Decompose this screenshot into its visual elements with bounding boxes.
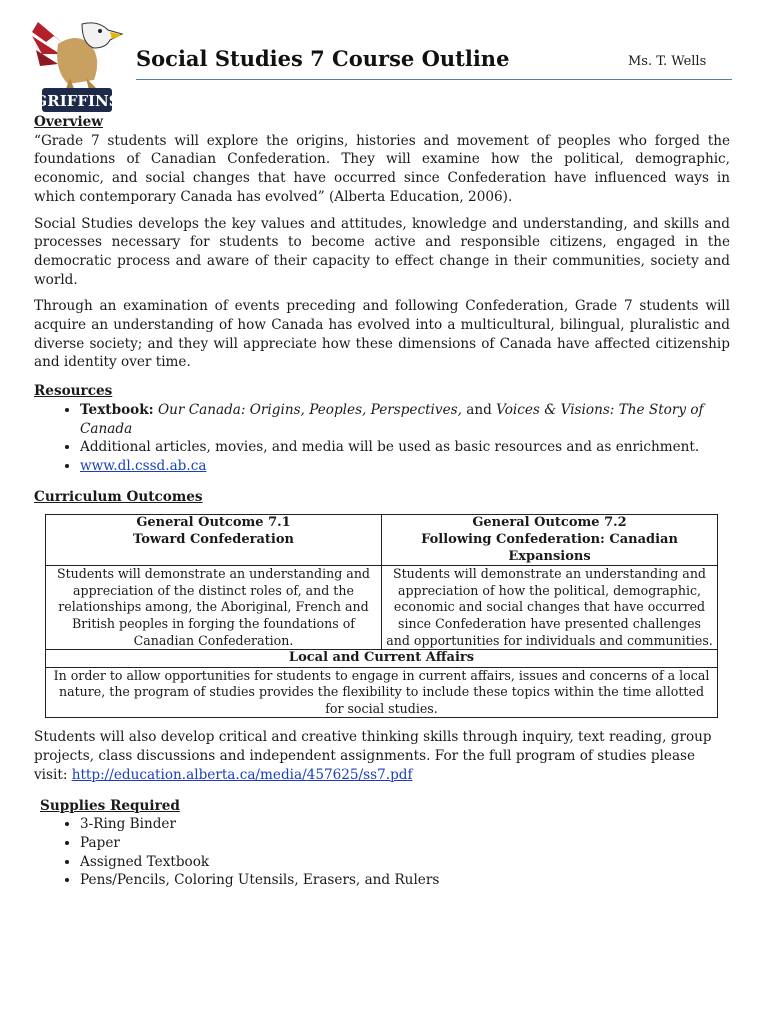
program-text: Students will also develop critical and creative thinking skills through inquiry, text reading, group projects, class discussions and independent assignments. For the full program of studies please visit:	[34, 729, 712, 783]
list-item: • Paper	[80, 834, 730, 853]
textbook-title-1: Our Canada: Origins, Peoples, Perspectives,	[158, 401, 462, 418]
teacher-name: Ms. T. Wells	[628, 54, 707, 69]
overview-paragraph-1: “Grade 7 students will explore the origins, histories and movement of peoples who forged the foundations of Canadian Confederation. They will examine how the political, demographic, economic, and social changes that have occurred since Confederation have influenced ways in which contemporary Canada has evolved” (Alberta Education, 2006).	[34, 132, 730, 205]
list-item: • Pens/Pencils, Coloring Utensils, Erasers, and Rulers	[80, 871, 730, 890]
griffin-mascot-icon	[24, 14, 128, 114]
outcome-7-2-body: Students will demonstrate an understanding and appreciation of how the political, demographic, economic and social changes that have occurred since Confederation have presented challenges and opportunities for individuals and communities.	[382, 566, 718, 650]
program-paragraph	[34, 728, 730, 784]
local-affairs-header: Local and Current Affairs	[46, 650, 718, 668]
overview-heading: Overview	[34, 114, 103, 130]
page-title: Social Studies 7 Course Outline	[136, 46, 510, 71]
textbook-and: and	[461, 401, 497, 418]
overview-paragraph-2: Social Studies develops the key values and attitudes, knowledge and understanding, and skills and processes necessary for students to become active and responsible citizens, engaged in the democratic process and aware of their capacity to effect change in their communities, society and world.	[34, 215, 730, 288]
outcome-7-1-title: General Outcome 7.1	[136, 515, 291, 531]
outcome-7-1-body: Students will demonstrate an understanding and appreciation of the distinct roles of, and the relationships among, the Aboriginal, French and British peoples in forging the foundations of Canadian Confederation.	[46, 566, 382, 650]
document-body	[34, 113, 730, 890]
supplies-list	[34, 815, 730, 890]
title-divider	[136, 79, 732, 80]
list-item	[80, 401, 730, 438]
list-item: • 3-Ring Binder	[80, 815, 730, 834]
resources-list	[34, 401, 730, 476]
textbook-title-2: Voices & Visions: The Story of Canada	[80, 401, 704, 437]
local-affairs-body: In order to allow opportunities for students to engage in current affairs, issues and concerns of a local nature, the program of studies provides the flexibility to include these topics within the time allotted for social studies.	[46, 667, 718, 718]
outcomes-table	[45, 514, 718, 718]
list-item	[80, 457, 730, 476]
outcome-7-1-subtitle: Toward Confederation	[133, 531, 294, 547]
supplies-heading: Supplies Required	[40, 797, 180, 814]
overview-paragraph-3: Through an examination of events preceding and following Confederation, Grade 7 students will acquire an understanding of how Canada has evolved into a multicultural, bilingual, pluralistic and diverse society; and they will appreciate how these dimensions of Canada have affected citizenship and identity over time.	[34, 298, 730, 371]
outcome-7-2-subtitle: Following Confederation: Canadian Expansions	[421, 531, 678, 564]
resources-heading: Resources	[34, 383, 113, 400]
division-link[interactable]: www.dl.cssd.ab.ca	[80, 457, 207, 474]
outcome-7-2-header	[382, 515, 718, 566]
logo-text: GRIFFINS	[34, 92, 120, 110]
list-item: • Additional articles, movies, and media will be used as basic resources and as enrichment.	[80, 438, 730, 457]
outcome-7-2-title: General Outcome 7.2	[472, 515, 627, 531]
outcome-7-1-header	[46, 515, 382, 566]
textbook-label: Textbook:	[80, 401, 154, 418]
program-of-studies-link[interactable]: http://education.alberta.ca/media/457625/ss7.pdf	[71, 766, 413, 783]
curriculum-heading: Curriculum Outcomes	[34, 488, 203, 505]
griffins-logo	[24, 14, 128, 114]
list-item: • Assigned Textbook	[80, 853, 730, 872]
